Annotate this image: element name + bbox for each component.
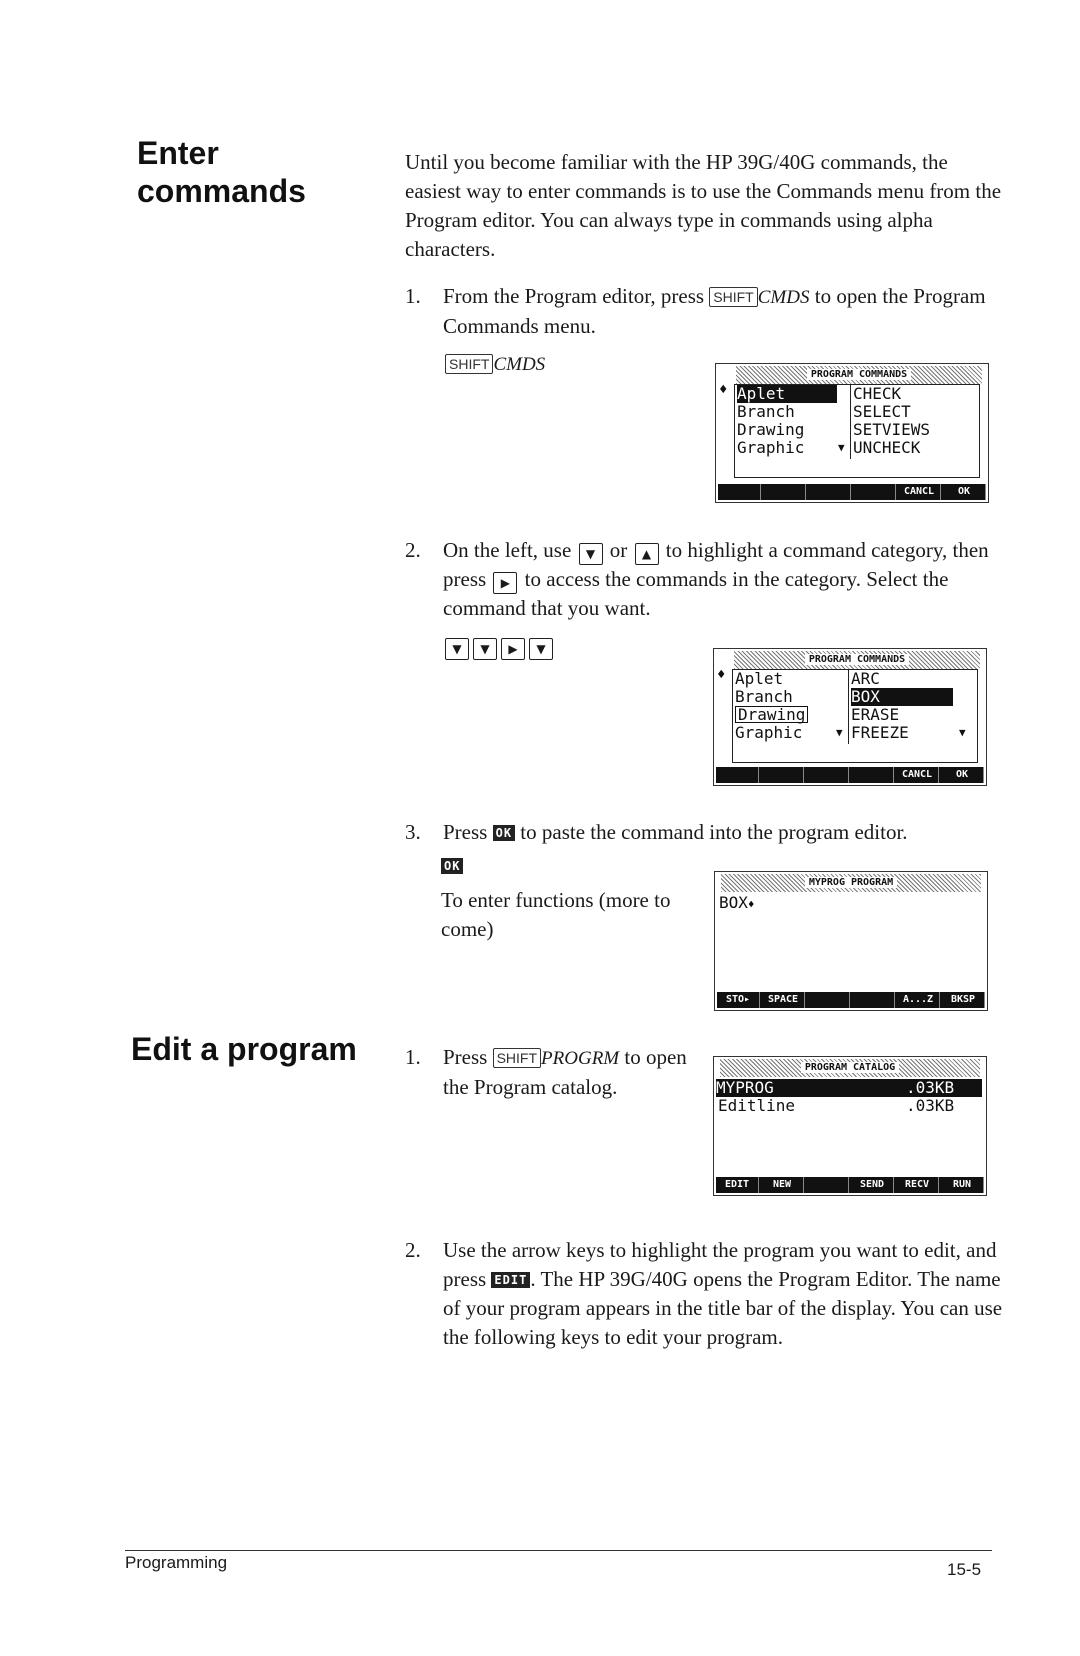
soft-key: STO▸ — [717, 992, 760, 1008]
list-item: SETVIEWS — [853, 420, 931, 439]
cursor-icon: ♦ — [747, 898, 755, 911]
calculator-screen-program-editor — [714, 871, 988, 1011]
soft-key-cancel: CANCL — [896, 767, 939, 783]
soft-menu-bar — [718, 484, 986, 500]
ok-menu-key: OK — [493, 825, 515, 841]
up-arrow-key-icon: ▲ — [635, 543, 659, 565]
down-arrow-key-icon: ▼ — [473, 638, 497, 660]
step-3-pre: Press — [443, 820, 488, 844]
edit-step-2-post: . The HP 39G/40G opens the Program Editor. The name of your program appears in the title bar of the display. You can use the following keys to edit your program. — [443, 1267, 1003, 1349]
step-number: 3. — [405, 820, 421, 844]
list-item: Aplet — [735, 669, 784, 688]
commands-panel — [732, 669, 978, 763]
right-arrow-key-icon: ▶ — [493, 572, 517, 594]
list-item: ARC — [851, 669, 880, 688]
list-item: Drawing — [737, 420, 805, 439]
list-item: UNCHECK — [853, 438, 921, 457]
keystroke-line — [441, 858, 463, 877]
list-item: FREEZE — [851, 723, 909, 742]
cmds-label: CMDS — [757, 287, 810, 308]
soft-key-new: NEW — [761, 1177, 804, 1193]
heading-line-1: Enter — [137, 135, 219, 171]
list-item: Drawing — [735, 706, 808, 723]
soft-key — [763, 484, 806, 500]
step-2-text — [443, 536, 1003, 623]
program-name: MYPROG — [716, 1078, 774, 1097]
footer-rule — [125, 1550, 992, 1551]
step-1-post: to open the Program Commands menu. — [443, 284, 986, 338]
cursor-icon: ♦ — [717, 667, 726, 683]
screen-title-bar: PROGRAM COMMANDS — [736, 366, 982, 384]
footer-chapter: Programming — [125, 1553, 228, 1572]
list-item — [718, 1097, 982, 1115]
step-1-pre: From the Program editor, press — [443, 284, 705, 308]
down-arrow-key-icon: ▼ — [529, 638, 553, 660]
soft-key-ok: OK — [941, 767, 984, 783]
cmds-label: CMDS — [493, 354, 546, 375]
soft-key — [807, 992, 850, 1008]
ok-menu-key: OK — [441, 858, 463, 874]
list-item: Branch — [737, 402, 795, 421]
soft-key — [851, 767, 894, 783]
soft-key — [806, 1177, 849, 1193]
soft-key — [852, 992, 895, 1008]
step-2-text-3: to highlight a command category, then press — [443, 538, 989, 591]
soft-menu-bar — [716, 767, 984, 783]
soft-key — [853, 484, 896, 500]
list-item: SELECT — [853, 402, 911, 421]
soft-key: BKSP — [942, 992, 985, 1008]
heading-line-2: commands — [137, 173, 306, 209]
down-arrow-key-icon: ▼ — [579, 543, 603, 565]
step-3-note: To enter functions (more to come) — [441, 888, 671, 941]
edit-step-1-text — [443, 1043, 693, 1102]
section-heading-edit-program: Edit a program — [131, 1031, 357, 1067]
cursor-icon: ♦ — [719, 382, 728, 398]
step-2-text-2: or — [609, 538, 628, 562]
keystroke-line — [445, 354, 545, 376]
soft-key-cancel: CANCL — [898, 484, 941, 500]
soft-key-edit: EDIT — [716, 1177, 759, 1193]
screen-title-bar: PROGRAM COMMANDS — [734, 651, 980, 669]
page-number: 15-5 — [947, 1560, 982, 1579]
shift-key: SHIFT — [493, 1048, 541, 1068]
intro-paragraph: Until you become familiar with the HP 39G/40G commands, the easiest way to enter commands is to use the Commands menu from the Program editor. You can always type in commands using alpha characters. — [405, 150, 1002, 261]
edit-step-1-pre: Press — [443, 1045, 488, 1069]
soft-key: SPACE — [762, 992, 805, 1008]
calculator-screen-commands-2 — [713, 648, 987, 786]
list-item: Aplet — [737, 385, 837, 403]
edit-step-2-pre: Use the arrow keys to highlight the program you want to edit, and press — [443, 1238, 997, 1291]
shift-key: SHIFT — [709, 287, 757, 307]
shift-key: SHIFT — [445, 354, 493, 374]
soft-key-run: RUN — [941, 1177, 984, 1193]
list-item: ERASE — [851, 705, 900, 724]
step-number: 2. — [405, 1238, 421, 1262]
soft-key — [718, 484, 761, 500]
soft-key-ok: OK — [943, 484, 986, 500]
list-item: Graphic — [735, 723, 803, 742]
soft-key — [716, 767, 759, 783]
column-divider — [850, 385, 851, 459]
soft-key-send: SEND — [851, 1177, 894, 1193]
progrm-label: PROGRM — [541, 1048, 620, 1069]
section-heading-enter-commands — [137, 134, 306, 210]
step-number: 2. — [405, 538, 421, 562]
soft-key-recv: RECV — [896, 1177, 939, 1193]
scroll-down-icon: ▼ — [838, 441, 845, 454]
down-arrow-key-icon: ▼ — [445, 638, 469, 660]
scroll-down-icon: ▼ — [959, 726, 966, 739]
scroll-down-icon: ▼ — [836, 726, 843, 739]
calculator-screen-program-catalog — [713, 1056, 987, 1196]
step-1-text — [443, 282, 1003, 341]
list-item: CHECK — [853, 384, 902, 403]
step-3-post: to paste the command into the program editor. — [520, 820, 908, 844]
step-number: 1. — [405, 1045, 421, 1069]
program-name: Editline — [718, 1096, 796, 1115]
step-2-text-1: On the left, use — [443, 538, 572, 562]
step-3-text — [443, 818, 1023, 847]
program-size: .03KB — [906, 1096, 955, 1115]
editor-command: BOX — [719, 893, 748, 912]
list-item: BOX — [851, 688, 953, 706]
commands-panel — [734, 384, 980, 478]
soft-menu-bar — [716, 1177, 984, 1193]
program-size: .03KB — [906, 1078, 955, 1097]
edit-step-1-post: to open the Program catalog. — [443, 1045, 687, 1099]
soft-key — [806, 767, 849, 783]
edit-step-2-text — [443, 1236, 1008, 1352]
calculator-screen-commands-1 — [715, 363, 989, 503]
edit-menu-key: EDIT — [491, 1272, 530, 1288]
soft-key: A...Z — [897, 992, 940, 1008]
editor-line — [719, 894, 755, 914]
step-number: 1. — [405, 284, 421, 308]
column-divider — [848, 670, 849, 744]
screen-title-bar: PROGRAM CATALOG — [720, 1059, 980, 1077]
screen-title-bar: MYPROG PROGRAM — [721, 874, 981, 892]
step-2-text-4: to access the commands in the category. Select the command that you want. — [443, 567, 949, 620]
soft-key — [761, 767, 804, 783]
keystroke-line — [443, 638, 555, 660]
soft-key — [808, 484, 851, 500]
list-item: Branch — [735, 687, 793, 706]
right-arrow-key-icon: ▶ — [501, 638, 525, 660]
soft-menu-bar — [717, 992, 985, 1008]
list-item: Graphic — [737, 438, 805, 457]
list-item — [716, 1079, 982, 1097]
